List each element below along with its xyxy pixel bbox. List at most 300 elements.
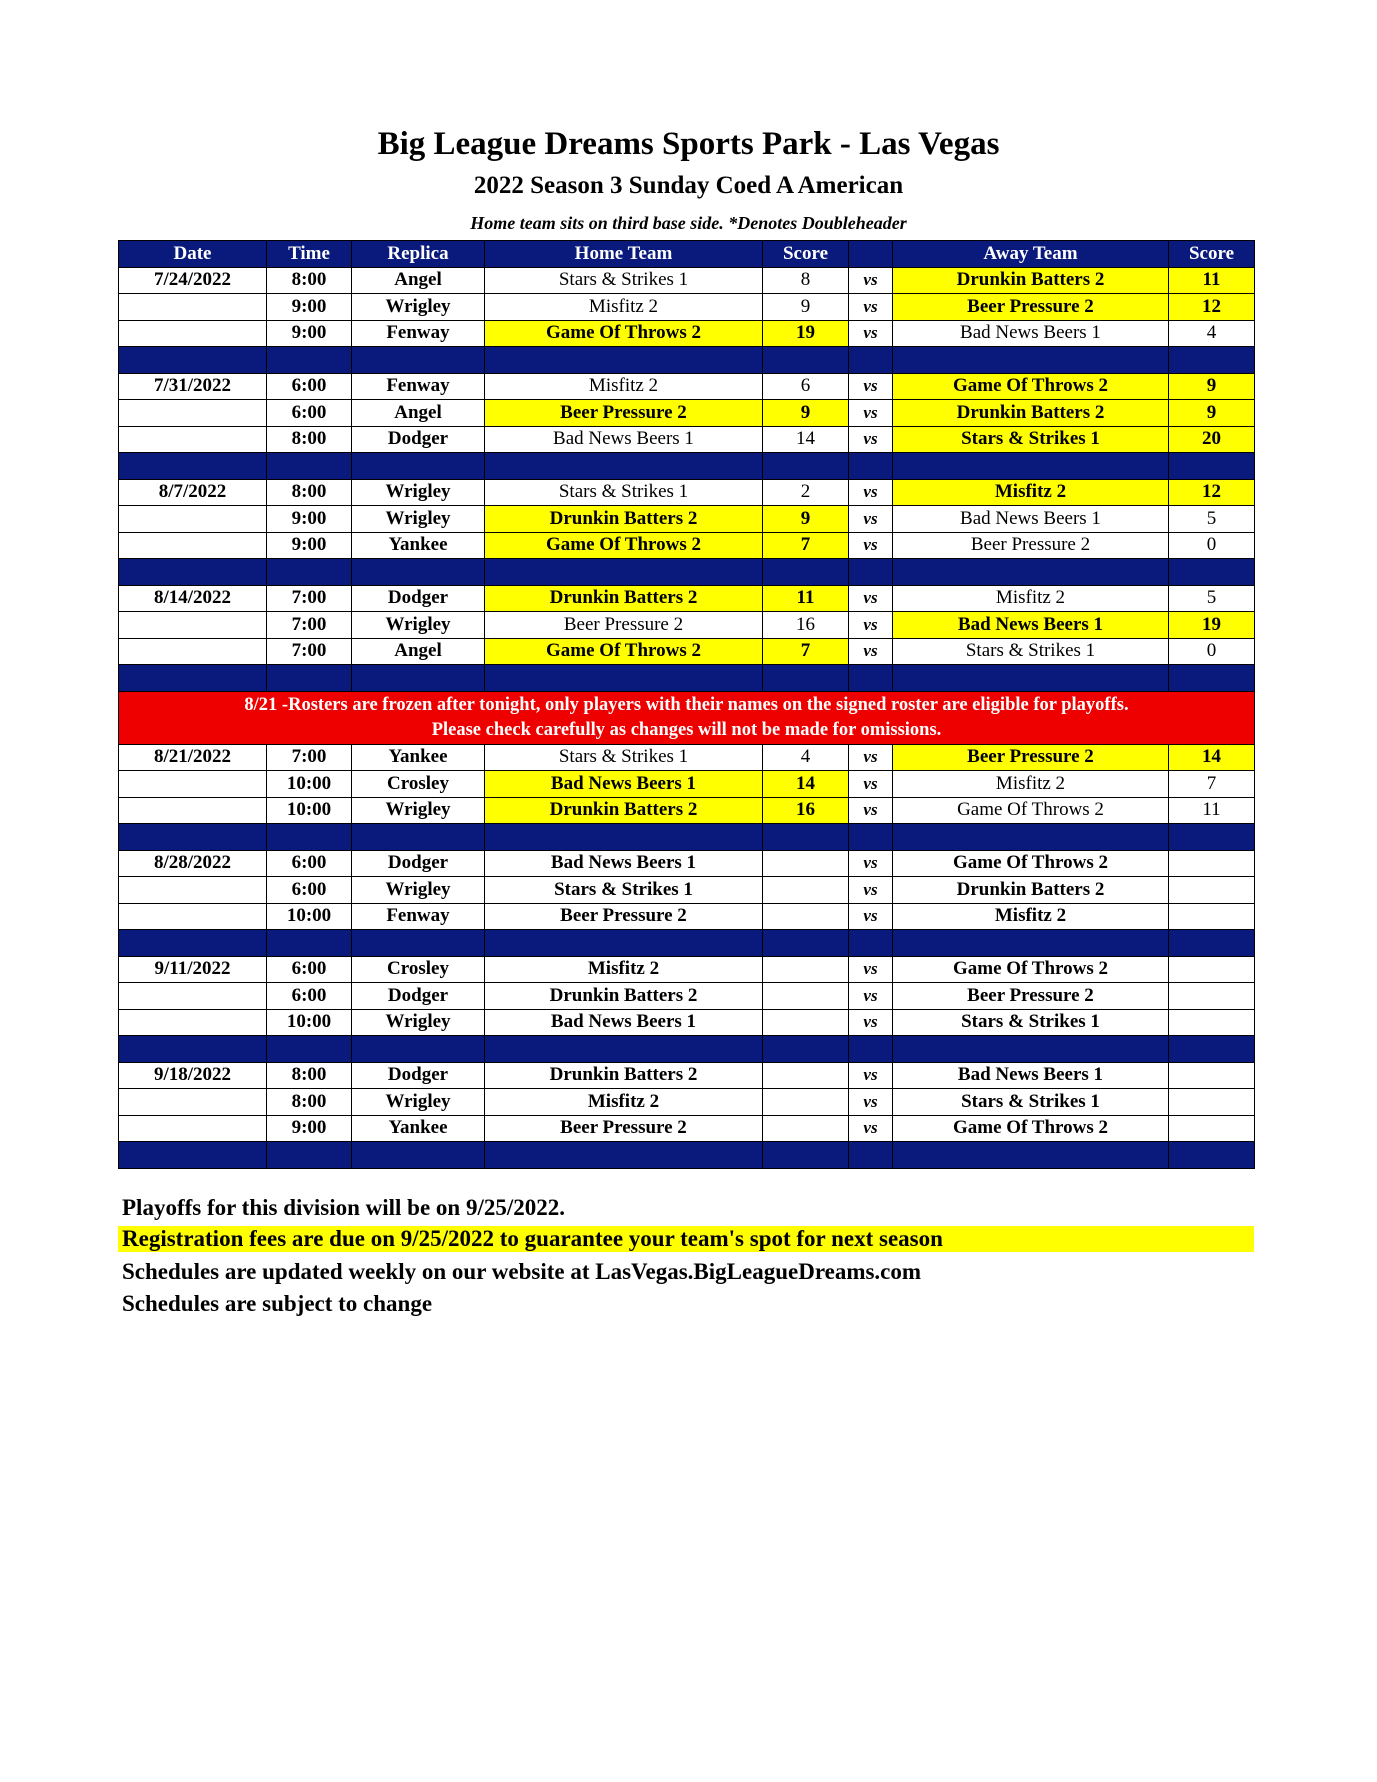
separator-cell	[893, 824, 1169, 851]
away-score-cell	[1169, 877, 1255, 904]
time-cell: 9:00	[267, 506, 352, 533]
home-team-cell: Beer Pressure 2	[485, 400, 763, 427]
week-separator	[119, 824, 1255, 851]
vs-cell: vs	[849, 426, 893, 453]
away-score-cell: 9	[1169, 373, 1255, 400]
date-cell	[119, 294, 267, 321]
home-score-cell	[763, 956, 849, 983]
date-cell: 8/14/2022	[119, 585, 267, 612]
vs-cell: vs	[849, 797, 893, 824]
home-score-cell: 14	[763, 771, 849, 798]
week-separator	[119, 1142, 1255, 1169]
game-row	[119, 1115, 1255, 1142]
separator-cell	[849, 1036, 893, 1063]
game-row	[119, 956, 1255, 983]
vs-cell: vs	[849, 1009, 893, 1036]
home-team-cell: Misfitz 2	[485, 294, 763, 321]
game-row	[119, 1009, 1255, 1036]
away-score-cell	[1169, 983, 1255, 1010]
week-separator	[119, 1036, 1255, 1063]
date-cell	[119, 400, 267, 427]
column-header: Score	[1169, 241, 1255, 268]
column-header	[849, 241, 893, 268]
away-score-cell	[1169, 1062, 1255, 1089]
home-score-cell: 19	[763, 320, 849, 347]
separator-cell	[485, 453, 763, 480]
page-title: Big League Dreams Sports Park - Las Vegas	[377, 126, 1000, 162]
date-cell: 9/11/2022	[119, 956, 267, 983]
away-score-cell	[1169, 1089, 1255, 1116]
home-team-cell: Bad News Beers 1	[485, 850, 763, 877]
date-cell: 9/18/2022	[119, 1062, 267, 1089]
home-team-cell: Drunkin Batters 2	[485, 585, 763, 612]
away-team-cell: Drunkin Batters 2	[893, 267, 1169, 294]
vs-cell: vs	[849, 1089, 893, 1116]
separator-cell	[893, 347, 1169, 374]
away-score-cell: 12	[1169, 294, 1255, 321]
home-score-cell: 9	[763, 294, 849, 321]
game-row	[119, 506, 1255, 533]
separator-cell	[849, 930, 893, 957]
game-row	[119, 638, 1255, 665]
away-team-cell: Stars & Strikes 1	[893, 638, 1169, 665]
date-cell: 8/7/2022	[119, 479, 267, 506]
away-team-cell: Game Of Throws 2	[893, 1115, 1169, 1142]
home-score-cell	[763, 903, 849, 930]
away-score-cell: 4	[1169, 320, 1255, 347]
separator-cell	[485, 559, 763, 586]
separator-cell	[763, 347, 849, 374]
separator-cell	[1169, 665, 1255, 692]
time-cell: 8:00	[267, 1062, 352, 1089]
separator-cell	[267, 347, 352, 374]
home-score-cell	[763, 1089, 849, 1116]
time-cell: 6:00	[267, 877, 352, 904]
game-row	[119, 400, 1255, 427]
time-cell: 8:00	[267, 267, 352, 294]
away-score-cell	[1169, 903, 1255, 930]
separator-cell	[485, 930, 763, 957]
home-team-cell: Game Of Throws 2	[485, 320, 763, 347]
vs-cell: vs	[849, 903, 893, 930]
time-cell: 7:00	[267, 638, 352, 665]
game-row	[119, 1062, 1255, 1089]
date-cell	[119, 426, 267, 453]
separator-cell	[893, 453, 1169, 480]
away-team-cell: Misfitz 2	[893, 479, 1169, 506]
home-team-cell: Stars & Strikes 1	[485, 744, 763, 771]
week-separator	[119, 347, 1255, 374]
date-cell	[119, 532, 267, 559]
separator-cell	[119, 930, 267, 957]
separator-cell	[352, 1142, 485, 1169]
table-header-row	[119, 241, 1255, 268]
away-score-cell: 5	[1169, 585, 1255, 612]
replica-cell: Dodger	[352, 426, 485, 453]
column-header: Home Team	[485, 241, 763, 268]
replica-cell: Crosley	[352, 956, 485, 983]
date-cell	[119, 320, 267, 347]
time-cell: 6:00	[267, 983, 352, 1010]
week-separator	[119, 665, 1255, 692]
away-score-cell: 11	[1169, 797, 1255, 824]
separator-cell	[763, 1036, 849, 1063]
replica-cell: Wrigley	[352, 877, 485, 904]
separator-cell	[1169, 930, 1255, 957]
playoffs-note: Playoffs for this division will be on 9/25/2022.	[122, 1195, 566, 1220]
game-row	[119, 1089, 1255, 1116]
away-team-cell: Game Of Throws 2	[893, 956, 1169, 983]
date-cell	[119, 506, 267, 533]
date-cell	[119, 903, 267, 930]
home-score-cell	[763, 1062, 849, 1089]
separator-cell	[119, 665, 267, 692]
time-cell: 7:00	[267, 744, 352, 771]
game-row	[119, 479, 1255, 506]
home-team-cell: Bad News Beers 1	[485, 771, 763, 798]
roster-notice-line1: 8/21 -Rosters are frozen after tonight, only players with their names on the signed roster are eligible for playoffs.	[244, 694, 1129, 715]
away-team-cell: Bad News Beers 1	[893, 612, 1169, 639]
away-team-cell: Misfitz 2	[893, 903, 1169, 930]
replica-cell: Dodger	[352, 585, 485, 612]
separator-cell	[893, 1142, 1169, 1169]
home-team-cell: Game Of Throws 2	[485, 638, 763, 665]
vs-cell: vs	[849, 983, 893, 1010]
home-team-cell: Beer Pressure 2	[485, 903, 763, 930]
home-score-cell	[763, 877, 849, 904]
separator-cell	[763, 559, 849, 586]
date-cell: 7/31/2022	[119, 373, 267, 400]
vs-cell: vs	[849, 320, 893, 347]
time-cell: 8:00	[267, 479, 352, 506]
vs-cell: vs	[849, 877, 893, 904]
separator-cell	[119, 347, 267, 374]
away-score-cell	[1169, 850, 1255, 877]
time-cell: 7:00	[267, 612, 352, 639]
separator-cell	[763, 930, 849, 957]
home-team-cell: Beer Pressure 2	[485, 612, 763, 639]
home-team-cell: Beer Pressure 2	[485, 1115, 763, 1142]
separator-cell	[893, 930, 1169, 957]
time-cell: 6:00	[267, 400, 352, 427]
home-score-cell: 9	[763, 400, 849, 427]
separator-cell	[849, 1142, 893, 1169]
separator-cell	[267, 1142, 352, 1169]
replica-cell: Dodger	[352, 850, 485, 877]
date-cell: 7/24/2022	[119, 267, 267, 294]
separator-cell	[849, 559, 893, 586]
separator-cell	[485, 665, 763, 692]
replica-cell: Wrigley	[352, 1089, 485, 1116]
time-cell: 8:00	[267, 1089, 352, 1116]
away-team-cell: Beer Pressure 2	[893, 532, 1169, 559]
away-team-cell: Beer Pressure 2	[893, 294, 1169, 321]
column-header: Score	[763, 241, 849, 268]
schedule-body	[119, 267, 1255, 1168]
date-cell	[119, 877, 267, 904]
separator-cell	[352, 453, 485, 480]
time-cell: 9:00	[267, 532, 352, 559]
away-score-cell: 0	[1169, 532, 1255, 559]
separator-cell	[119, 559, 267, 586]
replica-cell: Crosley	[352, 771, 485, 798]
time-cell: 10:00	[267, 903, 352, 930]
date-cell	[119, 638, 267, 665]
replica-cell: Yankee	[352, 532, 485, 559]
separator-cell	[352, 930, 485, 957]
vs-cell: vs	[849, 400, 893, 427]
time-cell: 9:00	[267, 294, 352, 321]
vs-cell: vs	[849, 373, 893, 400]
replica-cell: Angel	[352, 267, 485, 294]
away-score-cell: 12	[1169, 479, 1255, 506]
separator-cell	[763, 665, 849, 692]
home-score-cell: 11	[763, 585, 849, 612]
date-cell	[119, 1115, 267, 1142]
game-row	[119, 532, 1255, 559]
away-score-cell: 11	[1169, 267, 1255, 294]
game-row	[119, 877, 1255, 904]
home-score-cell	[763, 1115, 849, 1142]
time-cell: 6:00	[267, 956, 352, 983]
separator-cell	[119, 453, 267, 480]
away-score-cell	[1169, 1009, 1255, 1036]
home-team-cell: Stars & Strikes 1	[485, 267, 763, 294]
home-team-cell: Bad News Beers 1	[485, 426, 763, 453]
replica-cell: Wrigley	[352, 294, 485, 321]
separator-cell	[267, 665, 352, 692]
separator-cell	[485, 824, 763, 851]
vs-cell: vs	[849, 771, 893, 798]
away-team-cell: Stars & Strikes 1	[893, 426, 1169, 453]
home-score-cell: 16	[763, 612, 849, 639]
replica-cell: Yankee	[352, 744, 485, 771]
game-row	[119, 797, 1255, 824]
away-score-cell: 7	[1169, 771, 1255, 798]
home-team-cell: Misfitz 2	[485, 956, 763, 983]
game-row	[119, 903, 1255, 930]
replica-cell: Angel	[352, 400, 485, 427]
time-cell: 9:00	[267, 1115, 352, 1142]
home-score-cell: 7	[763, 532, 849, 559]
away-team-cell: Game Of Throws 2	[893, 373, 1169, 400]
away-team-cell: Bad News Beers 1	[893, 506, 1169, 533]
vs-cell: vs	[849, 638, 893, 665]
game-row	[119, 612, 1255, 639]
separator-cell	[1169, 347, 1255, 374]
week-separator	[119, 930, 1255, 957]
separator-cell	[849, 453, 893, 480]
date-cell	[119, 983, 267, 1010]
roster-notice-line2: Please check carefully as changes will not be made for omissions.	[431, 719, 942, 740]
vs-cell: vs	[849, 956, 893, 983]
home-team-cell: Bad News Beers 1	[485, 1009, 763, 1036]
vs-cell: vs	[849, 850, 893, 877]
home-score-cell	[763, 1009, 849, 1036]
week-separator	[119, 453, 1255, 480]
separator-cell	[763, 453, 849, 480]
replica-cell: Wrigley	[352, 797, 485, 824]
replica-cell: Wrigley	[352, 479, 485, 506]
away-score-cell: 5	[1169, 506, 1255, 533]
separator-cell	[485, 1036, 763, 1063]
date-cell: 8/28/2022	[119, 850, 267, 877]
date-cell	[119, 1009, 267, 1036]
updates-note: Schedules are updated weekly on our website at LasVegas.BigLeagueDreams.com	[122, 1259, 922, 1284]
away-score-cell: 0	[1169, 638, 1255, 665]
replica-cell: Yankee	[352, 1115, 485, 1142]
away-team-cell: Drunkin Batters 2	[893, 877, 1169, 904]
separator-cell	[267, 824, 352, 851]
home-team-cell: Misfitz 2	[485, 373, 763, 400]
replica-cell: Fenway	[352, 320, 485, 347]
vs-cell: vs	[849, 612, 893, 639]
separator-cell	[267, 930, 352, 957]
date-cell	[119, 797, 267, 824]
home-team-cell: Drunkin Batters 2	[485, 506, 763, 533]
vs-cell: vs	[849, 1115, 893, 1142]
home-score-cell: 8	[763, 267, 849, 294]
vs-cell: vs	[849, 744, 893, 771]
date-cell	[119, 771, 267, 798]
away-team-cell: Beer Pressure 2	[893, 983, 1169, 1010]
vs-cell: vs	[849, 479, 893, 506]
home-score-cell: 4	[763, 744, 849, 771]
away-team-cell: Misfitz 2	[893, 585, 1169, 612]
registration-note: Registration fees are due on 9/25/2022 to guarantee your team's spot for next season	[118, 1226, 1254, 1252]
home-score-cell: 14	[763, 426, 849, 453]
game-row	[119, 983, 1255, 1010]
time-cell: 10:00	[267, 797, 352, 824]
home-team-cell: Drunkin Batters 2	[485, 797, 763, 824]
home-team-cell: Game Of Throws 2	[485, 532, 763, 559]
game-row	[119, 771, 1255, 798]
date-cell: 8/21/2022	[119, 744, 267, 771]
home-score-cell: 2	[763, 479, 849, 506]
date-cell	[119, 1089, 267, 1116]
game-row	[119, 850, 1255, 877]
change-note: Schedules are subject to change	[122, 1291, 433, 1316]
away-team-cell: Drunkin Batters 2	[893, 400, 1169, 427]
separator-cell	[352, 1036, 485, 1063]
separator-cell	[849, 824, 893, 851]
separator-cell	[267, 453, 352, 480]
time-cell: 6:00	[267, 373, 352, 400]
time-cell: 10:00	[267, 771, 352, 798]
away-team-cell: Game Of Throws 2	[893, 850, 1169, 877]
game-row	[119, 320, 1255, 347]
replica-cell: Fenway	[352, 373, 485, 400]
separator-cell	[1169, 453, 1255, 480]
home-team-cell: Stars & Strikes 1	[485, 479, 763, 506]
away-score-cell: 19	[1169, 612, 1255, 639]
separator-cell	[893, 1036, 1169, 1063]
separator-cell	[1169, 1142, 1255, 1169]
separator-cell	[352, 665, 485, 692]
separator-cell	[1169, 1036, 1255, 1063]
column-header: Date	[119, 241, 267, 268]
home-score-cell	[763, 983, 849, 1010]
roster-notice	[119, 691, 1255, 744]
replica-cell: Wrigley	[352, 1009, 485, 1036]
home-team-cell: Stars & Strikes 1	[485, 877, 763, 904]
home-score-cell	[763, 850, 849, 877]
away-score-cell: 20	[1169, 426, 1255, 453]
separator-cell	[763, 1142, 849, 1169]
vs-cell: vs	[849, 532, 893, 559]
separator-cell	[119, 1142, 267, 1169]
home-score-cell: 6	[763, 373, 849, 400]
separator-cell	[485, 347, 763, 374]
replica-cell: Wrigley	[352, 506, 485, 533]
home-score-cell: 16	[763, 797, 849, 824]
away-team-cell: Bad News Beers 1	[893, 1062, 1169, 1089]
time-cell: 8:00	[267, 426, 352, 453]
away-team-cell: Game Of Throws 2	[893, 797, 1169, 824]
separator-cell	[849, 347, 893, 374]
separator-cell	[849, 665, 893, 692]
away-score-cell	[1169, 956, 1255, 983]
replica-cell: Dodger	[352, 1062, 485, 1089]
game-row	[119, 294, 1255, 321]
separator-cell	[119, 1036, 267, 1063]
replica-cell: Wrigley	[352, 612, 485, 639]
week-separator	[119, 559, 1255, 586]
game-row	[119, 426, 1255, 453]
page-note: Home team sits on third base side. *Denotes Doubleheader	[470, 213, 907, 233]
home-team-cell: Drunkin Batters 2	[485, 1062, 763, 1089]
separator-cell	[352, 347, 485, 374]
game-row	[119, 744, 1255, 771]
replica-cell: Angel	[352, 638, 485, 665]
away-team-cell: Bad News Beers 1	[893, 320, 1169, 347]
away-score-cell	[1169, 1115, 1255, 1142]
date-cell	[119, 612, 267, 639]
separator-cell	[267, 559, 352, 586]
separator-cell	[1169, 824, 1255, 851]
away-team-cell: Stars & Strikes 1	[893, 1009, 1169, 1036]
separator-cell	[352, 824, 485, 851]
time-cell: 9:00	[267, 320, 352, 347]
column-header: Replica	[352, 241, 485, 268]
game-row	[119, 585, 1255, 612]
separator-cell	[763, 824, 849, 851]
game-row	[119, 267, 1255, 294]
separator-cell	[893, 559, 1169, 586]
home-score-cell: 7	[763, 638, 849, 665]
home-team-cell: Misfitz 2	[485, 1089, 763, 1116]
page-subtitle: 2022 Season 3 Sunday Coed A American	[473, 172, 904, 199]
vs-cell: vs	[849, 294, 893, 321]
game-row	[119, 373, 1255, 400]
time-cell: 7:00	[267, 585, 352, 612]
time-cell: 6:00	[267, 850, 352, 877]
replica-cell: Fenway	[352, 903, 485, 930]
away-team-cell: Misfitz 2	[893, 771, 1169, 798]
separator-cell	[352, 559, 485, 586]
separator-cell	[485, 1142, 763, 1169]
vs-cell: vs	[849, 1062, 893, 1089]
home-team-cell: Drunkin Batters 2	[485, 983, 763, 1010]
vs-cell: vs	[849, 585, 893, 612]
separator-cell	[119, 824, 267, 851]
column-header: Away Team	[893, 241, 1169, 268]
away-score-cell: 14	[1169, 744, 1255, 771]
column-header: Time	[267, 241, 352, 268]
vs-cell: vs	[849, 506, 893, 533]
separator-cell	[893, 665, 1169, 692]
time-cell: 10:00	[267, 1009, 352, 1036]
